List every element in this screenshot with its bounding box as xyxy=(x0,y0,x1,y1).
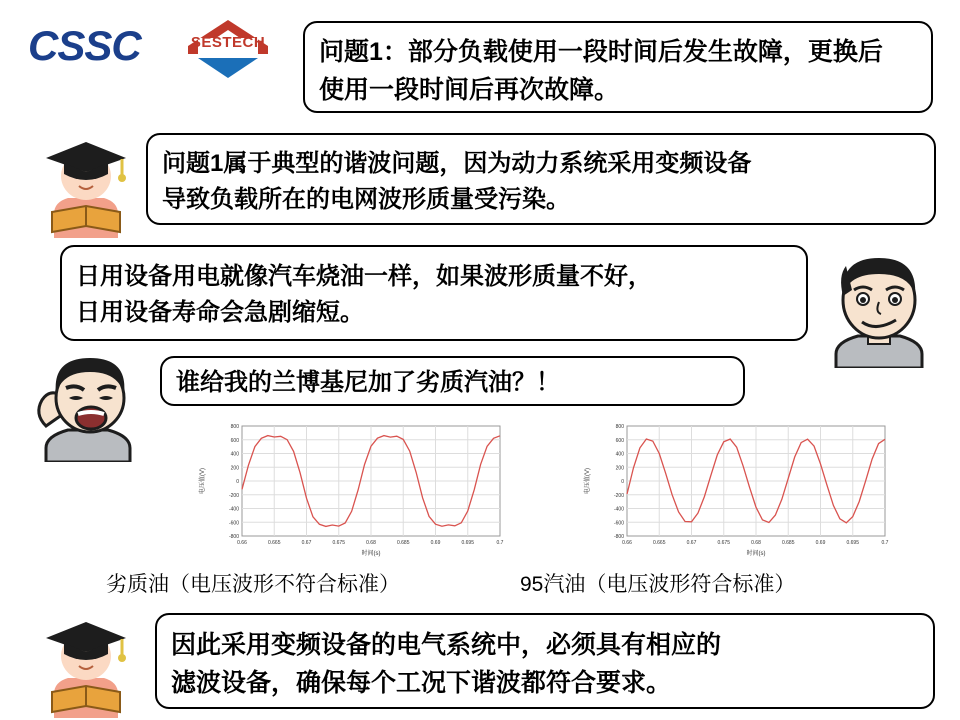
question1-line2: 使用一段时间后再次故障。 xyxy=(319,75,620,104)
shouting-face-icon xyxy=(30,352,148,462)
svg-text:0.675: 0.675 xyxy=(332,540,346,546)
graduate-student-icon xyxy=(34,128,138,238)
svg-text:0.68: 0.68 xyxy=(751,540,761,546)
daily-line1: 日用设备用电就像汽车烧油一样，如果波形质量不好， xyxy=(76,263,652,290)
svg-text:200: 200 xyxy=(230,465,239,472)
svg-text:400: 400 xyxy=(615,451,624,458)
svg-text:0.68: 0.68 xyxy=(366,540,376,546)
svg-text:0.7: 0.7 xyxy=(881,540,889,546)
svg-text:200: 200 xyxy=(615,465,624,472)
svg-text:800: 800 xyxy=(230,424,239,430)
svg-text:-200: -200 xyxy=(228,492,239,499)
bad-chart-xlabel: 时间(s) xyxy=(361,551,381,557)
svg-text:0.665: 0.665 xyxy=(652,540,666,546)
svg-text:-600: -600 xyxy=(228,520,239,527)
good-oil-chart xyxy=(575,418,905,563)
svg-text:0.67: 0.67 xyxy=(301,540,312,546)
bad-oil-chart xyxy=(190,418,520,563)
svg-text:400: 400 xyxy=(230,451,239,458)
svg-text:-200: -200 xyxy=(613,492,624,499)
svg-text:-600: -600 xyxy=(613,520,624,527)
daily-line2: 日用设备寿命会急剧缩短。 xyxy=(76,299,364,326)
good-oil-caption: 95汽油（电压波形符合标准） xyxy=(520,573,796,596)
teacher2-bubble xyxy=(155,613,935,709)
svg-text:-800: -800 xyxy=(228,534,239,540)
svg-text:0.685: 0.685 xyxy=(781,540,795,546)
svg-text:0.675: 0.675 xyxy=(717,540,731,546)
sestech-logo-text: SESTECH xyxy=(190,34,266,51)
good-chart-xlabel: 时间(s) xyxy=(746,551,766,557)
svg-text:0: 0 xyxy=(621,479,624,485)
svg-text:600: 600 xyxy=(615,437,624,444)
teacher1-bubble xyxy=(146,133,936,225)
teacher2-line1: 因此采用变频设备的电气系统中，必须具有相应的 xyxy=(171,631,722,659)
bad-oil-caption: 劣质油（电压波形不符合标准） xyxy=(106,573,400,596)
svg-text:0.665: 0.665 xyxy=(267,540,281,546)
daily-device-bubble xyxy=(60,245,808,341)
svg-text:0.7: 0.7 xyxy=(496,540,504,546)
lambo-bubble xyxy=(160,356,745,406)
svg-text:0.66: 0.66 xyxy=(622,540,632,546)
svg-text:0.66: 0.66 xyxy=(237,540,247,546)
svg-text:-400: -400 xyxy=(613,506,624,513)
teacher2-line2: 滤波设备，确保每个工况下谐波都符合要求。 xyxy=(171,668,672,697)
svg-text:0.67: 0.67 xyxy=(686,540,697,546)
svg-text:800: 800 xyxy=(615,424,624,430)
lambo-line1: 谁给我的兰博基尼加了劣质汽油？！ xyxy=(176,369,560,396)
svg-text:0.69: 0.69 xyxy=(815,540,826,546)
question1-line1: 问题1：部分负载使用一段时间后发生故障，更换后 xyxy=(319,38,883,66)
bad-chart-ylabel: 电压值(V) xyxy=(200,468,206,494)
teacher1-line1: 问题1属于典型的谐波问题，因为动力系统采用变频设备 xyxy=(162,150,752,177)
svg-text:0.69: 0.69 xyxy=(430,540,441,546)
sestech-logo xyxy=(180,16,276,82)
svg-text:0: 0 xyxy=(236,479,239,485)
graduate-student-icon-2 xyxy=(34,608,138,718)
svg-text:-400: -400 xyxy=(228,506,239,513)
skeptical-face-icon xyxy=(818,250,940,368)
svg-text:0.695: 0.695 xyxy=(846,540,860,546)
question1-bubble xyxy=(303,21,933,113)
teacher1-line2: 导致负载所在的电网波形质量受污染。 xyxy=(162,186,570,213)
good-chart-ylabel: 电压值(V) xyxy=(585,468,591,494)
svg-text:600: 600 xyxy=(230,437,239,444)
svg-text:-800: -800 xyxy=(613,534,624,540)
svg-text:0.685: 0.685 xyxy=(396,540,410,546)
cssc-logo: CSSC xyxy=(28,22,141,69)
svg-text:0.695: 0.695 xyxy=(461,540,475,546)
